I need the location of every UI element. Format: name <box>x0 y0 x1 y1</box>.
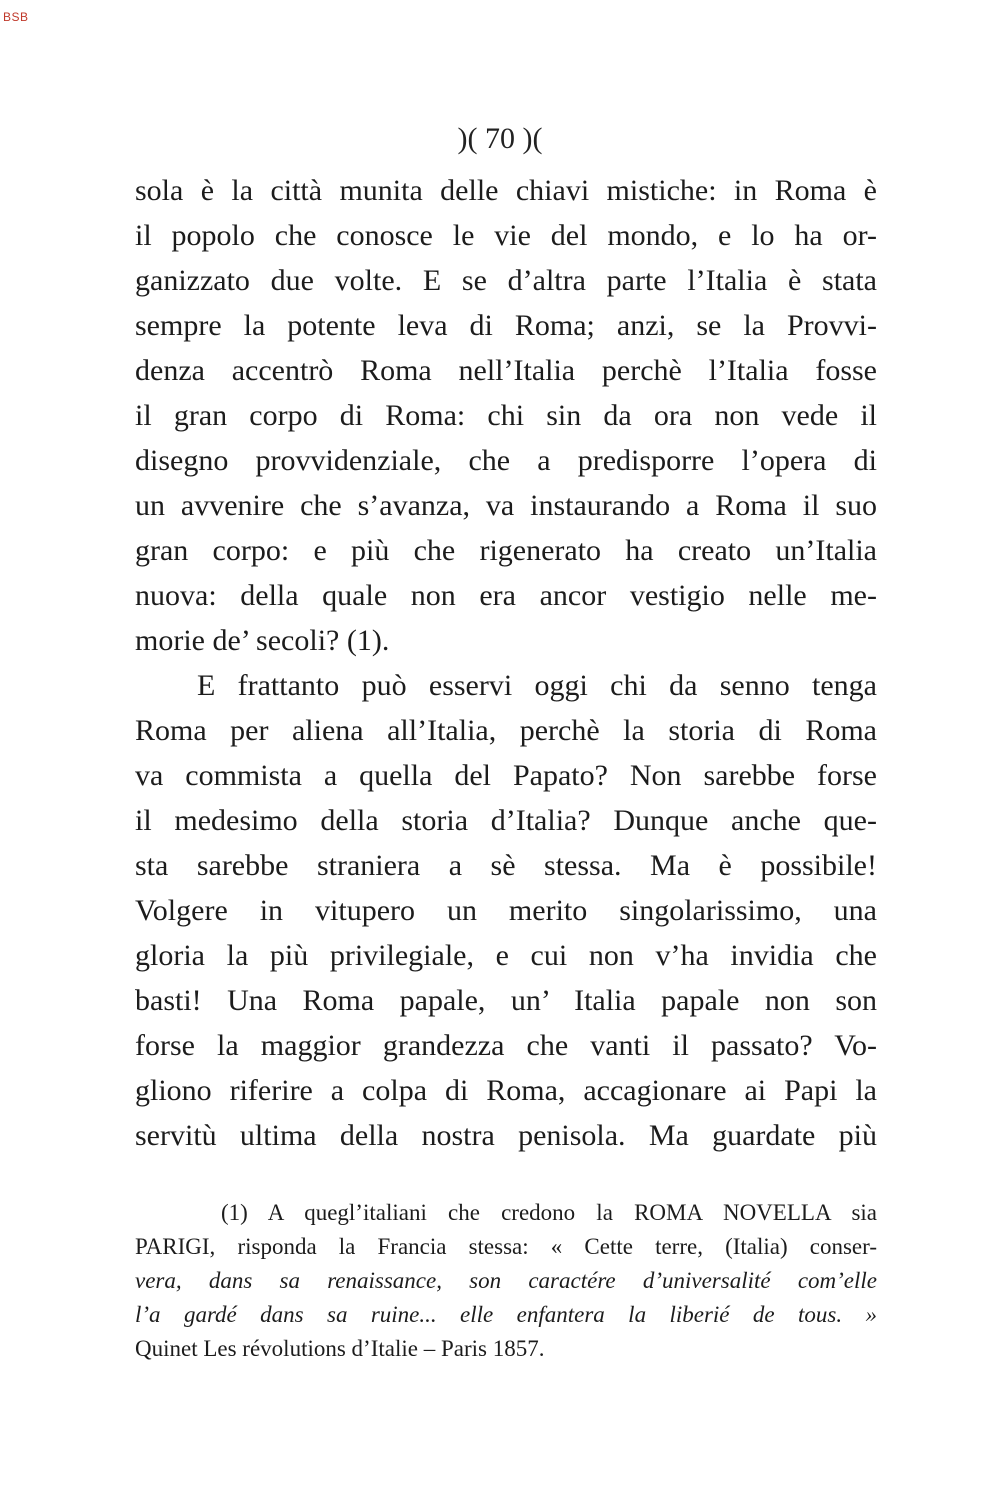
text-line: sta sarebbe straniera a sè stessa. Ma è possibile! <box>135 849 877 882</box>
footnote-citation: Quinet Les révolutions d’Italie – Paris 1857. <box>135 1336 545 1361</box>
text-line: disegno provvidenziale, che a predisporre l’opera di <box>135 444 877 477</box>
text-line: il popolo che conosce le vie del mondo, e lo ha or- <box>135 219 877 252</box>
body-text <box>135 168 877 1158</box>
footnote <box>135 1196 877 1366</box>
text-line: va commista a quella del Papato? Non sarebbe forse <box>135 759 877 792</box>
text-line: nuova: della quale non era ancor vestigio nelle me- <box>135 579 877 612</box>
text-line: morie de’ secoli? (1). <box>135 624 390 657</box>
text-line: Volgere in vitupero un merito singolarissimo, una <box>135 894 877 927</box>
text-line: sola è la città munita delle chiavi mistiche: in Roma è <box>135 174 877 207</box>
text-line: gran corpo: e più che rigenerato ha creato un’Italia <box>135 534 877 567</box>
footnote-line <box>135 1298 877 1332</box>
footnote-line: (1) A quegl’italiani che credono la ROMA NOVELLA sia <box>221 1200 877 1225</box>
text-line: ganizzato due volte. E se d’altra parte l’Italia è stata <box>135 264 877 297</box>
text-line: gloria la più privilegiale, e cui non v’ha invidia che <box>135 939 877 972</box>
text-line: servitù ultima della nostra penisola. Ma guardate più <box>135 1119 877 1152</box>
footnote-line: PARIGI, risponda la Francia stessa: « Cette terre, (Italia) conser- <box>135 1234 877 1259</box>
text-line: il gran corpo di Roma: chi sin da ora non vede il <box>135 399 877 432</box>
footnote-italic-text: l’a gardé dans sa ruine... elle enfantera la liberié de tous. » <box>135 1302 877 1327</box>
text-line: sempre la potente leva di Roma; anzi, se la Provvi- <box>135 309 877 342</box>
footnote-italic-text: vera, dans sa renaissance, son caractére d’universalité com’elle <box>135 1268 877 1293</box>
page-number: )( 70 )( <box>457 122 543 155</box>
text-line: Roma per aliena all’Italia, perchè la storia di Roma <box>135 714 877 747</box>
text-line: gliono riferire a colpa di Roma, accagionare ai Papi la <box>135 1074 877 1107</box>
footnote-line <box>135 1264 877 1298</box>
text-line: denza accentrò Roma nell’Italia perchè l’Italia fosse <box>135 354 877 387</box>
text-line: basti! Una Roma papale, un’ Italia papale non son <box>135 984 877 1017</box>
library-watermark: BSB <box>3 10 29 24</box>
text-line: il medesimo della storia d’Italia? Dunque anche que- <box>135 804 877 837</box>
text-line: un avvenire che s’avanza, va instaurando a Roma il suo <box>135 489 877 522</box>
text-line: forse la maggior grandezza che vanti il passato? Vo- <box>135 1029 877 1062</box>
paragraph-start-line: E frattanto può esservi oggi chi da senno tenga <box>197 669 877 702</box>
